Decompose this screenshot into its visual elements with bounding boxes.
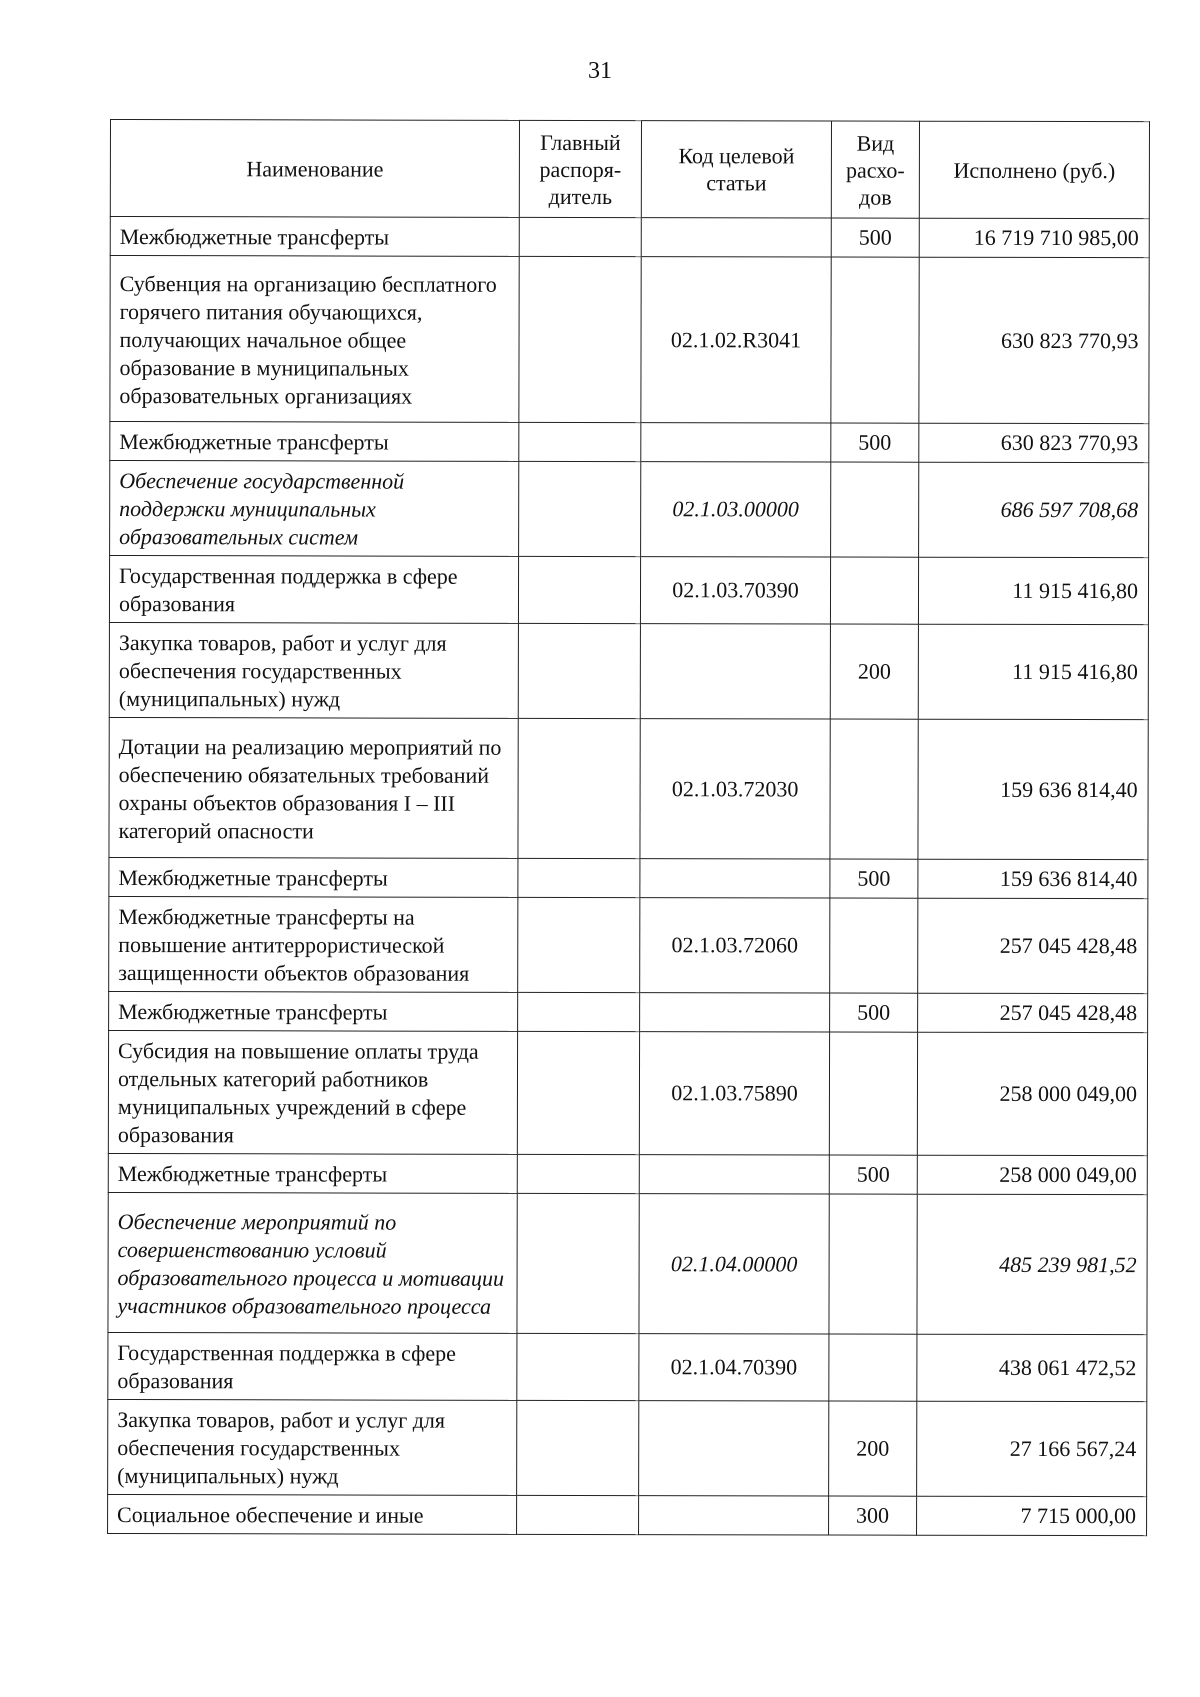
table-row (109, 556, 1148, 625)
cell-main-manager (517, 1333, 639, 1400)
cell-target-code: 02.1.02.R3041 (641, 257, 831, 423)
cell-name: Закупка товаров, работ и услуг для обеспечения государственных (муниципальных) нужд (109, 622, 518, 718)
header-name: Наименование (110, 120, 519, 218)
header-main-manager: Главный распоря-дитель (519, 120, 641, 217)
cell-main-manager (518, 623, 640, 718)
cell-name: Обеспечение государственной поддержки муниципальных образовательных систем (110, 461, 519, 557)
cell-name: Межбюджетные трансферты (110, 217, 519, 257)
cell-executed: 159 636 814,40 (918, 719, 1148, 859)
cell-expense-type (829, 1032, 917, 1155)
cell-expense-type: 500 (831, 218, 919, 257)
cell-main-manager (519, 422, 641, 461)
cell-executed: 11 915 416,80 (918, 557, 1148, 624)
cell-main-manager (519, 256, 641, 422)
cell-executed: 11 915 416,80 (918, 624, 1148, 719)
cell-name: Государственная поддержка в сфере образования (109, 556, 518, 624)
cell-main-manager (517, 1495, 639, 1534)
cell-target-code: 02.1.03.72030 (640, 719, 830, 859)
cell-main-manager (517, 1400, 639, 1495)
cell-target-code: 02.1.04.70390 (639, 1334, 829, 1401)
cell-expense-type: 500 (830, 993, 918, 1032)
cell-target-code (640, 859, 830, 898)
cell-name: Субвенция на организацию бесплатного горячего питания обучающихся, получающих начальное общее образование в муниципальных образовательных организациях (110, 256, 519, 423)
table-body (108, 217, 1150, 1536)
cell-expense-type: 500 (831, 423, 919, 462)
table-row (108, 1332, 1147, 1401)
cell-expense-type: 500 (830, 859, 918, 898)
cell-name: Межбюджетные трансферты на повышение антитеррористической защищенности объектов образования (109, 896, 518, 992)
cell-expense-type (829, 1194, 917, 1334)
cell-name: Государственная поддержка в сфере образования (108, 1332, 517, 1400)
budget-table-container (107, 119, 1149, 1536)
cell-target-code (639, 1401, 829, 1496)
cell-target-code: 02.1.03.70390 (640, 557, 830, 624)
table-row (109, 896, 1148, 993)
cell-expense-type (830, 719, 918, 859)
table-row (109, 622, 1148, 719)
cell-expense-type (830, 898, 918, 993)
cell-name: Межбюджетные трансферты (110, 422, 519, 462)
cell-name: Дотации на реализацию мероприятий по обеспечению обязательных требований охраны объектов образования I – III категорий опасности (109, 717, 518, 858)
cell-executed: 438 061 472,52 (917, 1334, 1147, 1401)
cell-expense-type (830, 557, 918, 624)
cell-executed: 7 715 000,00 (917, 1496, 1147, 1535)
cell-target-code: 02.1.03.00000 (641, 462, 831, 557)
cell-expense-type (829, 1334, 917, 1401)
cell-target-code (639, 1155, 829, 1194)
table-row (110, 256, 1149, 424)
cell-executed: 686 597 708,68 (919, 462, 1149, 557)
cell-name: Социальное обеспечение и иные (108, 1494, 517, 1534)
table-row (110, 217, 1149, 258)
cell-executed: 630 823 770,93 (919, 423, 1149, 462)
cell-main-manager (517, 1193, 639, 1333)
cell-name: Межбюджетные трансферты (109, 991, 518, 1031)
header-expense-type: Вид расхо-дов (831, 121, 919, 218)
table-row (110, 461, 1149, 558)
table-header-row (110, 120, 1149, 219)
cell-executed: 257 045 428,48 (918, 993, 1148, 1032)
table-row (110, 422, 1149, 463)
cell-name: Субсидия на повышение оплаты труда отдельных категорий работников муниципальных учреждений в сфере образования (108, 1030, 517, 1154)
cell-expense-type: 200 (830, 624, 918, 719)
cell-executed: 159 636 814,40 (918, 859, 1148, 898)
cell-main-manager (517, 1031, 639, 1154)
table-row (108, 1153, 1147, 1194)
cell-executed: 27 166 567,24 (917, 1401, 1147, 1496)
cell-target-code: 02.1.04.00000 (639, 1194, 829, 1334)
cell-target-code: 02.1.03.75890 (639, 1032, 829, 1155)
cell-executed: 258 000 049,00 (917, 1155, 1147, 1194)
budget-table (107, 119, 1150, 1536)
cell-main-manager (518, 718, 640, 858)
cell-main-manager (518, 556, 640, 623)
table-row (108, 1399, 1147, 1496)
cell-target-code (641, 423, 831, 462)
cell-executed: 258 000 049,00 (917, 1032, 1147, 1155)
cell-main-manager (518, 858, 640, 897)
cell-target-code (641, 218, 831, 257)
cell-main-manager (519, 217, 641, 256)
table-row (108, 1030, 1147, 1155)
cell-main-manager (519, 461, 641, 556)
table-row (109, 991, 1148, 1032)
cell-executed: 257 045 428,48 (918, 898, 1148, 993)
table-row (108, 1192, 1147, 1334)
cell-executed: 16 719 710 985,00 (919, 218, 1149, 257)
header-executed: Исполнено (руб.) (919, 121, 1149, 218)
cell-name: Обеспечение мероприятий по совершенствованию условий образовательного процесса и мотивации участников образовательного процесса (108, 1192, 517, 1333)
table-row (108, 1494, 1147, 1535)
cell-expense-type: 200 (829, 1401, 917, 1496)
cell-executed: 630 823 770,93 (919, 257, 1149, 423)
cell-name: Межбюджетные трансферты (108, 1153, 517, 1193)
cell-expense-type: 300 (829, 1496, 917, 1535)
page-number: 31 (588, 58, 612, 84)
cell-main-manager (518, 992, 640, 1031)
header-target-code: Код целевой статьи (641, 121, 831, 218)
cell-main-manager (518, 897, 640, 992)
cell-main-manager (517, 1154, 639, 1193)
cell-name: Межбюджетные трансферты (109, 857, 518, 897)
cell-target-code (639, 1496, 829, 1535)
table-row (109, 717, 1148, 859)
cell-target-code (640, 993, 830, 1032)
cell-expense-type (831, 257, 919, 423)
cell-name: Закупка товаров, работ и услуг для обеспечения государственных (муниципальных) нужд (108, 1399, 517, 1495)
cell-target-code: 02.1.03.72060 (640, 898, 830, 993)
cell-expense-type (831, 462, 919, 557)
cell-executed: 485 239 981,52 (917, 1194, 1147, 1334)
cell-expense-type: 500 (829, 1155, 917, 1194)
cell-target-code (640, 624, 830, 719)
table-row (109, 857, 1148, 898)
